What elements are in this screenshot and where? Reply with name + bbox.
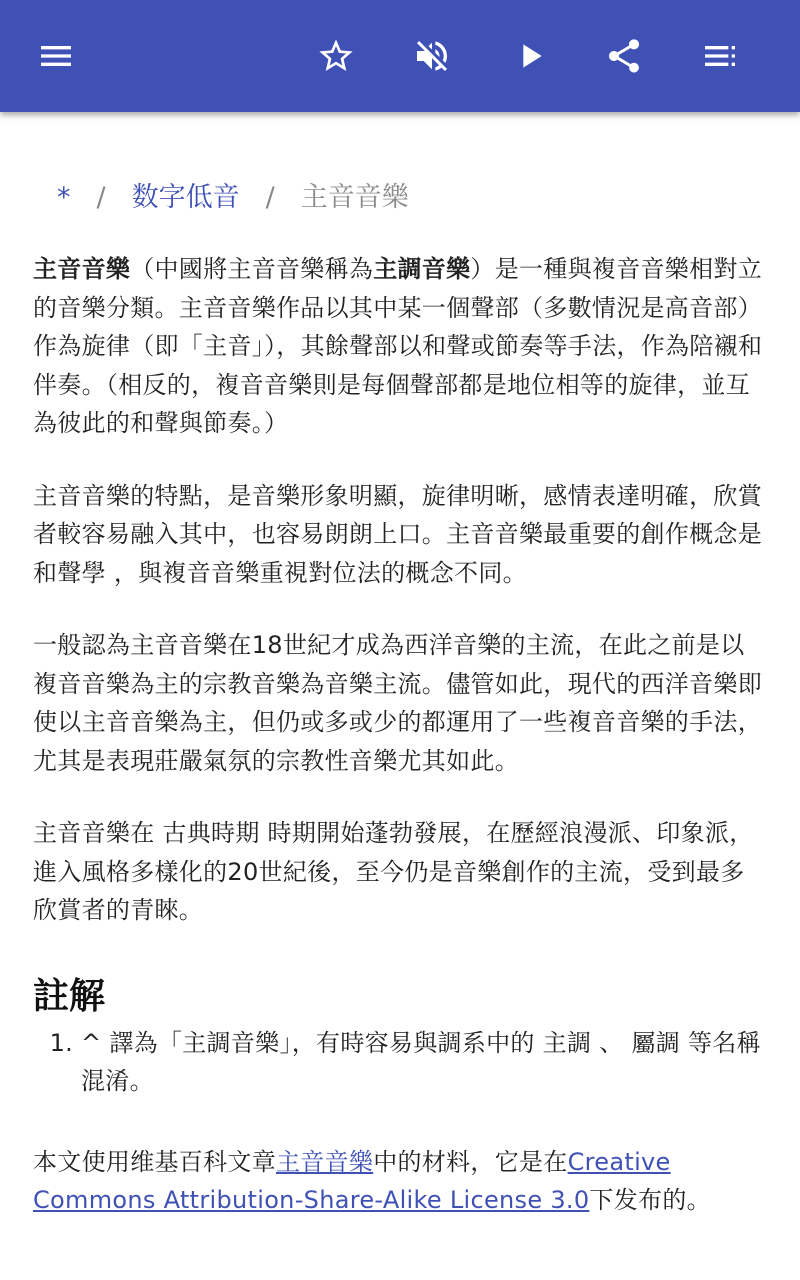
license-footer <box>33 1143 768 1220</box>
breadcrumb-root-link[interactable]: * <box>57 182 71 213</box>
license-link[interactable]: Creative Commons Attribution-Share-Alike License 3.0 <box>33 1147 671 1214</box>
paragraph-features: 主音音樂的特點，是音樂形象明顯，旋律明晰，感情表達明確，欣賞者較容易融入其中，也容易朗朗上口。主音音樂最重要的創作概念是 和聲學 ，與複音音樂重視對位法的概念不同。 <box>33 481 762 587</box>
star-icon <box>316 36 356 76</box>
mute-button[interactable] <box>404 28 460 84</box>
playlist-icon <box>700 36 740 76</box>
play-icon <box>510 36 550 76</box>
paragraph-development: 主音音樂在 古典時期 時期開始蓬勃發展，在歷經浪漫派、印象派，進入風格多樣化的20世紀後，至今仍是音樂創作的主流，受到最多欣賞者的青睞。 <box>33 819 754 924</box>
share-button[interactable] <box>596 28 652 84</box>
app-toolbar <box>0 0 800 112</box>
menu-icon <box>36 36 76 76</box>
footer-text: 下发布的。 <box>589 1186 711 1214</box>
article-content <box>33 150 768 1220</box>
footer-text: 本文使用维基百科文章 <box>33 1147 276 1176</box>
term-bold: 主音音樂 <box>33 255 131 283</box>
term-bold: 主調音樂 <box>373 255 471 283</box>
playlist-button[interactable] <box>692 28 748 84</box>
share-icon <box>604 36 644 76</box>
breadcrumb-separator: / <box>265 182 275 213</box>
notes-list <box>33 1024 768 1101</box>
breadcrumb <box>57 176 768 220</box>
notes-heading: 註解 <box>33 975 106 1017</box>
note-item: 1. ^ 譯為「主調音樂」，有時容易與調系中的 主調 、 屬調 等名稱混淆。 <box>81 1024 768 1101</box>
breadcrumb-separator: / <box>96 182 106 213</box>
menu-button[interactable] <box>28 28 84 84</box>
breadcrumb-current: 主音音樂 <box>300 182 409 213</box>
volume-off-icon <box>412 36 452 76</box>
favorite-button[interactable] <box>308 28 364 84</box>
paragraph-history: 一般認為主音音樂在18世紀才成為西洋音樂的主流，在此之前是以複音音樂為主的宗教音樂為音樂主流。儘管如此，現代的西洋音樂即使以主音音樂為主，但仍或多或少的都運用了一些複音音樂的手法，尤其是表現莊嚴氣氛的宗教性音樂尤其如此。 <box>33 631 762 775</box>
paragraph-intro <box>33 250 768 443</box>
paragraph-text: （中國將主音音樂稱為 <box>130 255 374 283</box>
footer-text: 中的材料，它是在 <box>373 1147 568 1176</box>
play-button[interactable] <box>502 28 558 84</box>
article-source-link[interactable]: 主音音樂 <box>276 1147 374 1176</box>
paragraph-text: ）是一種與複音音樂相對立的音樂分類。主音音樂作品以其中某一個聲部（多數情況是高音部）作為旋律（即「主音」），其餘聲部以和聲或節奏等手法，作為陪襯和伴奏。（相反的，複音音樂則是每個聲部都是地位相等的旋律，並互為彼此的和聲與節奏。） <box>33 255 763 437</box>
breadcrumb-parent-link[interactable]: 数字低音 <box>131 182 240 213</box>
